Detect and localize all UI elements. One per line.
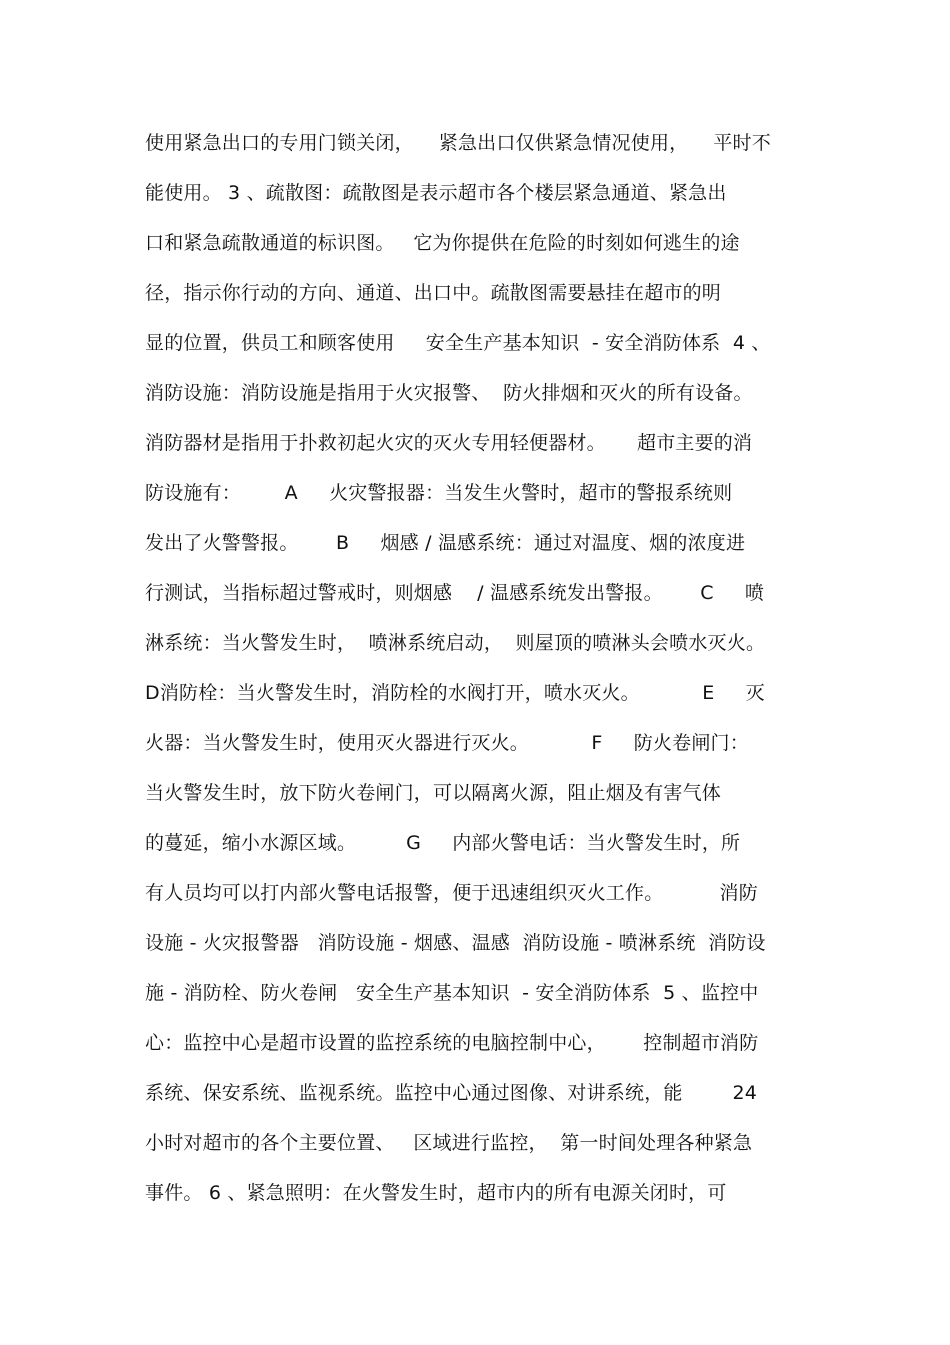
- text-line: 小时对超市的各个主要位置、 区域进行监控， 第一时间处理各种紧急: [145, 1132, 753, 1154]
- text-line: 口和紧急疏散通道的标识图。 它为你提供在危险的时刻如何逃生的途: [145, 232, 740, 254]
- text-line: 施 - 消防栓、防火卷闸 安全生产基本知识 - 安全消防体系 5 、监控中: [145, 982, 759, 1004]
- text-line: 的蔓延，缩小水源区域。 G 内部火警电话：当火警发生时，所: [145, 832, 741, 854]
- text-line: 火器：当火警发生时，使用灭火器进行灭火。 F 防火卷闸门：: [145, 732, 749, 754]
- text-line: 发出了火警警报。 B 烟感 / 温感系统：通过对温度、烟的浓度进: [145, 532, 746, 554]
- text-line: 当火警发生时，放下防火卷闸门，可以隔离火源，阻止烟及有害气体: [145, 782, 722, 804]
- text-line: 径，指示你行动的方向、通道、出口中。疏散图需要悬挂在超市的明: [145, 282, 722, 304]
- text-line: 设施 - 火灾报警器 消防设施 - 烟感、温感 消防设施 - 喷淋系统 消防设: [145, 932, 766, 954]
- text-line: D消防栓：当火警发生时，消防栓的水阀打开，喷水灭火。 E 灭: [145, 682, 765, 704]
- text-line: 消防器材是指用于扑救初起火灾的灭火专用轻便器材。 超市主要的消: [145, 432, 753, 454]
- text-line: 行测试，当指标超过警戒时，则烟感 / 温感系统发出警报。 C 喷: [145, 582, 765, 604]
- text-line: 有人员均可以打内部火警电话报警，便于迅速组织灭火工作。 消防: [145, 882, 758, 904]
- text-line: 能使用。 3 、疏散图：疏散图是表示超市各个楼层紧急通道、紧急出: [145, 182, 727, 204]
- text-line: 淋系统：当火警发生时， 喷淋系统启动， 则屋顶的喷淋头会喷水灭火。: [145, 632, 766, 654]
- text-line: 显的位置，供员工和顾客使用 安全生产基本知识 - 安全消防体系 4 、: [145, 332, 771, 354]
- text-line: 使用紧急出口的专用门锁关闭， 紧急出口仅供紧急情况使用， 平时不: [145, 132, 771, 154]
- text-line: 消防设施：消防设施是指用于火灾报警、 防火排烟和灭火的所有设备。: [145, 382, 753, 404]
- body-text: [145, 118, 813, 1218]
- text-line: 防设施有： A 火灾警报器：当发生火警时，超市的警报系统则: [145, 482, 733, 504]
- text-line: 系统、保安系统、监视系统。监控中心通过图像、对讲系统，能 24: [145, 1082, 758, 1104]
- text-line: 事件。 6 、紧急照明：在火警发生时，超市内的所有电源关闭时，可: [145, 1182, 727, 1204]
- text-line: 心：监控中心是超市设置的监控系统的电脑控制中心， 控制超市消防: [145, 1032, 759, 1054]
